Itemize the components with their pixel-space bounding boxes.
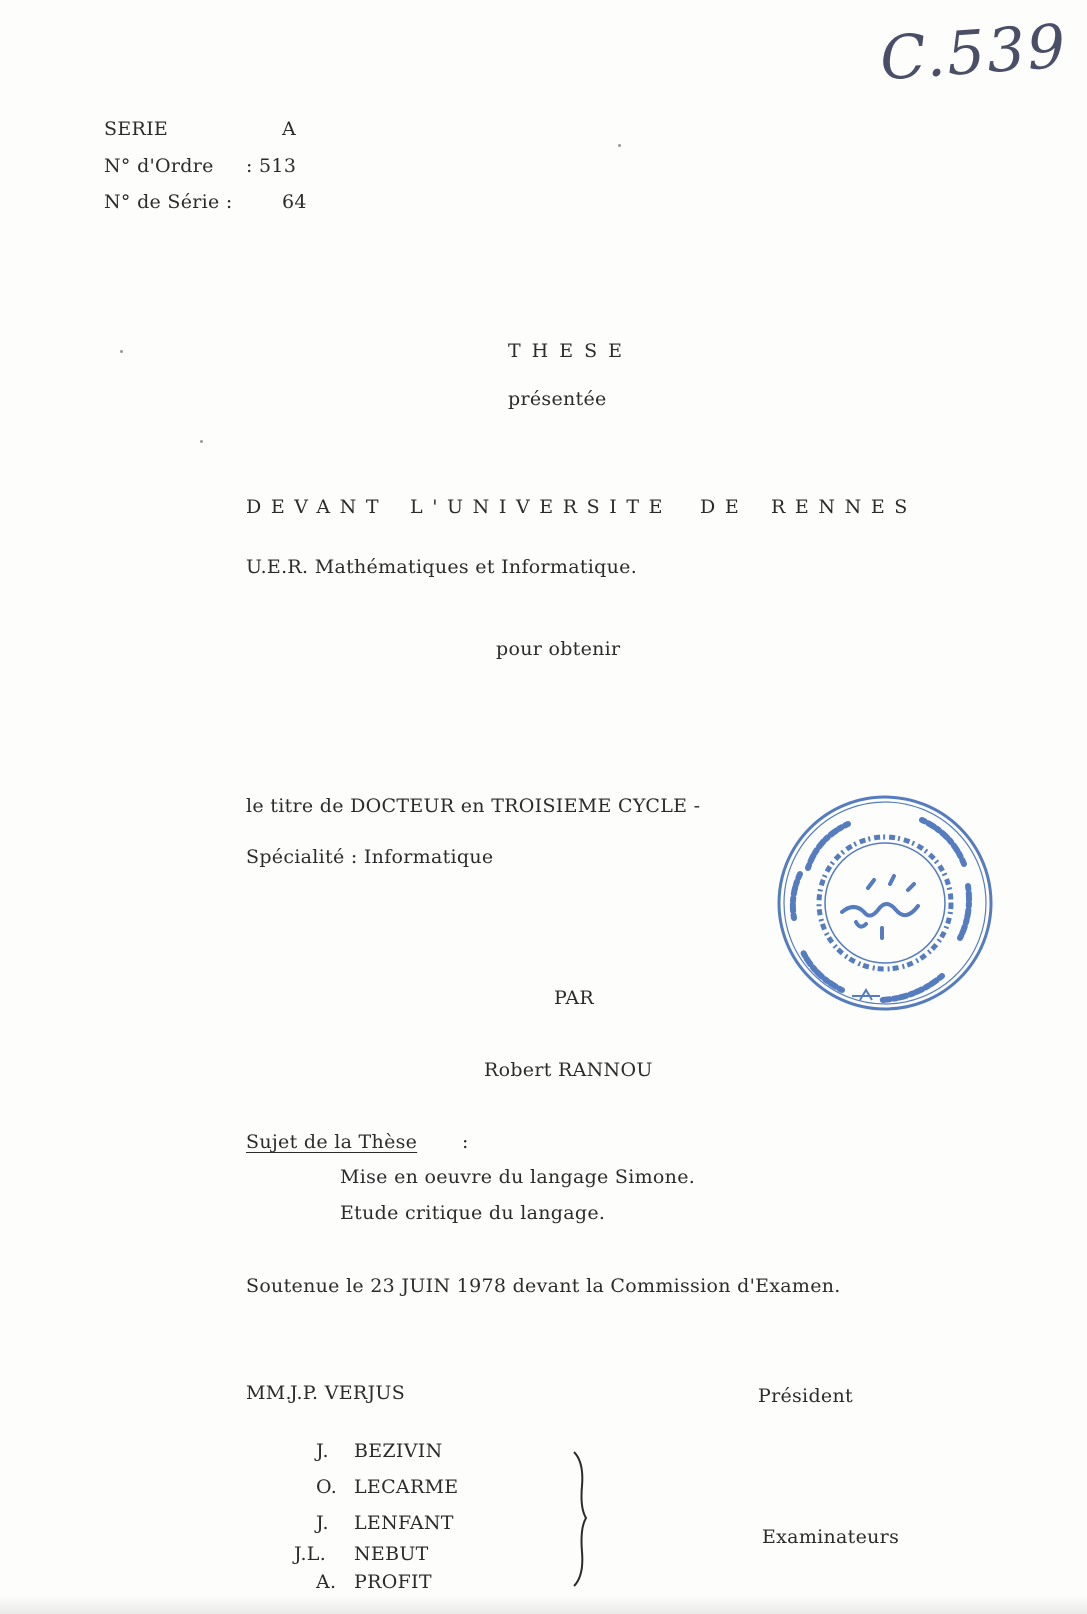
degree-line-1: le titre de DOCTEUR en TROISIEME CYCLE - xyxy=(246,795,701,817)
examiners-brace xyxy=(570,1450,590,1588)
examiner-4-initial: J.L. xyxy=(294,1543,327,1565)
numserie-label: N° de Série : xyxy=(104,191,233,213)
author-name: Robert RANNOU xyxy=(484,1059,653,1081)
par-text: PAR xyxy=(554,987,594,1009)
devant-text: DEVANT xyxy=(246,496,389,518)
scan-speck xyxy=(200,440,203,443)
pour-obtenir-text: pour obtenir xyxy=(496,638,621,660)
president-name: J.P. VERJUS xyxy=(290,1382,406,1404)
scan-edge-shadow xyxy=(0,1596,1087,1614)
serie-label: SERIE xyxy=(104,118,169,140)
rennes-text: RENNES xyxy=(771,496,917,518)
examiner-5-name: PROFIT xyxy=(354,1571,432,1593)
subject-label: Sujet de la Thèse xyxy=(246,1131,418,1153)
examiner-1-name: BEZIVIN xyxy=(354,1440,443,1462)
ordre-value: : 513 xyxy=(246,155,297,177)
defense-line: Soutenue le 23 JUIN 1978 devant la Commission d'Examen. xyxy=(246,1275,841,1297)
president-role: Président xyxy=(758,1385,853,1407)
subject-line-1: Mise en oeuvre du langage Simone. xyxy=(340,1166,696,1188)
handwritten-reference: C.539 xyxy=(877,11,1070,95)
examiner-5-initial: A. xyxy=(316,1571,337,1593)
degree-line-2: Spécialité : Informatique xyxy=(246,846,494,868)
numserie-value: 64 xyxy=(282,191,307,213)
these-title: THESE xyxy=(508,340,633,362)
serie-value: A xyxy=(282,118,297,140)
examiner-3-name: LENFANT xyxy=(354,1512,454,1534)
de-text: DE xyxy=(700,496,749,518)
examiner-4-name: NEBUT xyxy=(354,1543,429,1565)
universite-text: L'UNIVERSITE xyxy=(410,496,673,518)
scan-speck xyxy=(120,350,123,353)
examiner-2-initial: O. xyxy=(316,1476,338,1498)
uer-text: U.E.R. Mathématiques et Informatique. xyxy=(246,556,638,578)
scan-speck xyxy=(618,144,621,147)
subject-line-2: Etude critique du langage. xyxy=(340,1202,606,1224)
examiner-3-initial: J. xyxy=(316,1512,329,1534)
examiner-2-name: LECARME xyxy=(354,1476,459,1498)
subject-colon: : xyxy=(462,1131,469,1153)
ordre-label: N° d'Ordre xyxy=(104,155,214,177)
examiners-role: Examinateurs xyxy=(762,1526,900,1548)
president-prefix: MM. xyxy=(246,1382,292,1404)
examiner-1-initial: J. xyxy=(316,1440,329,1462)
presentee-text: présentée xyxy=(508,388,607,410)
library-stamp-seal xyxy=(772,790,998,1016)
